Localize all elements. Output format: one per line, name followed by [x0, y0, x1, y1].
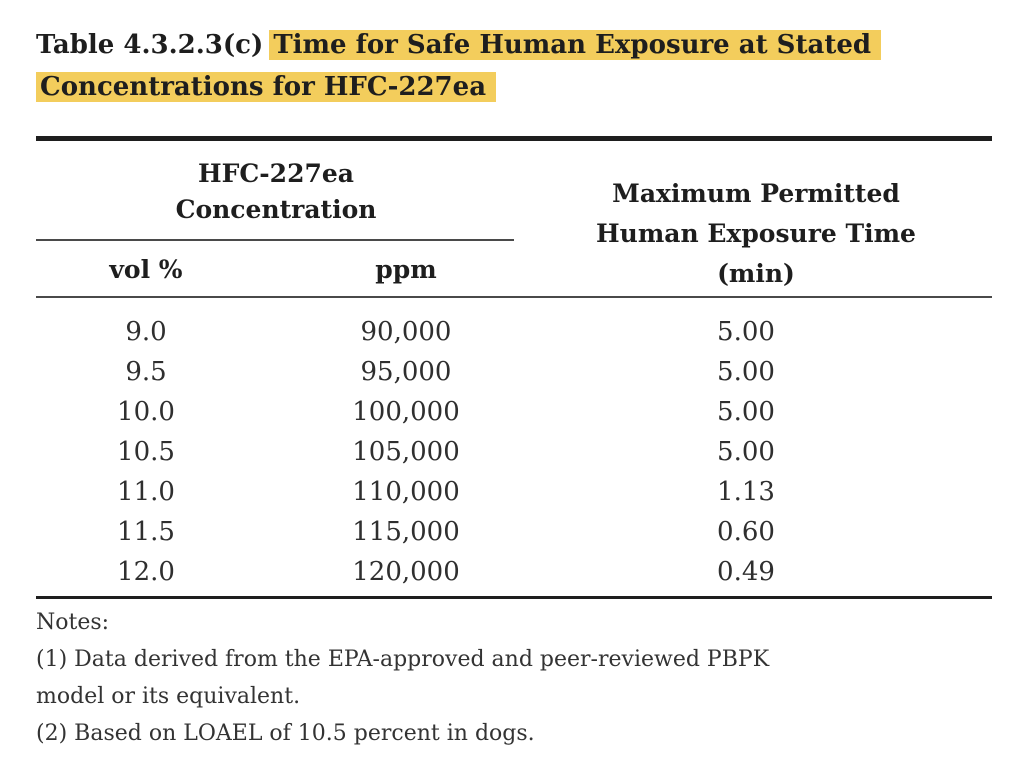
note-2: (2) Based on LOAEL of 10.5 percent in dogs. [36, 721, 535, 746]
cell-time: 5.00 [717, 437, 775, 467]
cell-vol: 9.5 [125, 357, 167, 387]
cell-ppm: 100,000 [352, 397, 460, 427]
cell-ppm: 105,000 [352, 437, 460, 467]
cell-time: 1.13 [717, 477, 775, 507]
note-1-line-1: (1) Data derived from the EPA-approved and peer-reviewed PBPK [36, 647, 770, 672]
header-bottom-rule [36, 296, 992, 298]
cell-vol: 10.5 [117, 437, 175, 467]
table-row [36, 432, 992, 472]
table-row [36, 512, 992, 552]
cell-ppm: 120,000 [352, 557, 460, 587]
table-row [36, 352, 992, 392]
table-title-line-2: Concentrations for HFC-227ea [36, 72, 496, 102]
group-header-underline [36, 239, 514, 241]
table-number: Table 4.3.2.3(c) [36, 30, 264, 60]
table-row [36, 472, 992, 512]
cell-vol: 11.5 [117, 517, 175, 547]
table-row [36, 312, 992, 352]
table-bottom-rule [36, 596, 992, 599]
cell-ppm: 95,000 [360, 357, 452, 387]
exposure-header-line-2: Human Exposure Time [596, 219, 916, 248]
group-header-line-2: Concentration [175, 195, 377, 224]
table-title-line-1: Time for Safe Human Exposure at Stated [269, 30, 881, 60]
cell-vol: 9.0 [125, 317, 167, 347]
column-header-exposure-time [546, 174, 966, 294]
note-1-line-2: model or its equivalent. [36, 684, 301, 709]
cell-ppm: 115,000 [352, 517, 460, 547]
cell-time: 0.60 [717, 517, 775, 547]
cell-ppm: 90,000 [360, 317, 452, 347]
exposure-header-line-3: (min) [717, 259, 795, 288]
cell-time: 5.00 [717, 317, 775, 347]
table-notes [36, 604, 992, 752]
cell-vol: 11.0 [117, 477, 175, 507]
cell-vol: 10.0 [117, 397, 175, 427]
cell-vol: 12.0 [117, 557, 175, 587]
cell-ppm: 110,000 [352, 477, 460, 507]
exposure-header-line-1: Maximum Permitted [612, 179, 900, 208]
table-row [36, 392, 992, 432]
cell-time: 0.49 [717, 557, 775, 587]
column-header-ppm: ppm [375, 255, 437, 284]
column-header-vol: vol % [109, 255, 183, 284]
table-caption [36, 24, 992, 108]
cell-time: 5.00 [717, 397, 775, 427]
table-top-rule [36, 136, 992, 141]
group-header-line-1: HFC-227ea [198, 159, 354, 188]
notes-heading: Notes: [36, 610, 110, 635]
document-page [36, 24, 992, 746]
cell-time: 5.00 [717, 357, 775, 387]
group-header-concentration [36, 156, 516, 228]
table-row [36, 552, 992, 592]
